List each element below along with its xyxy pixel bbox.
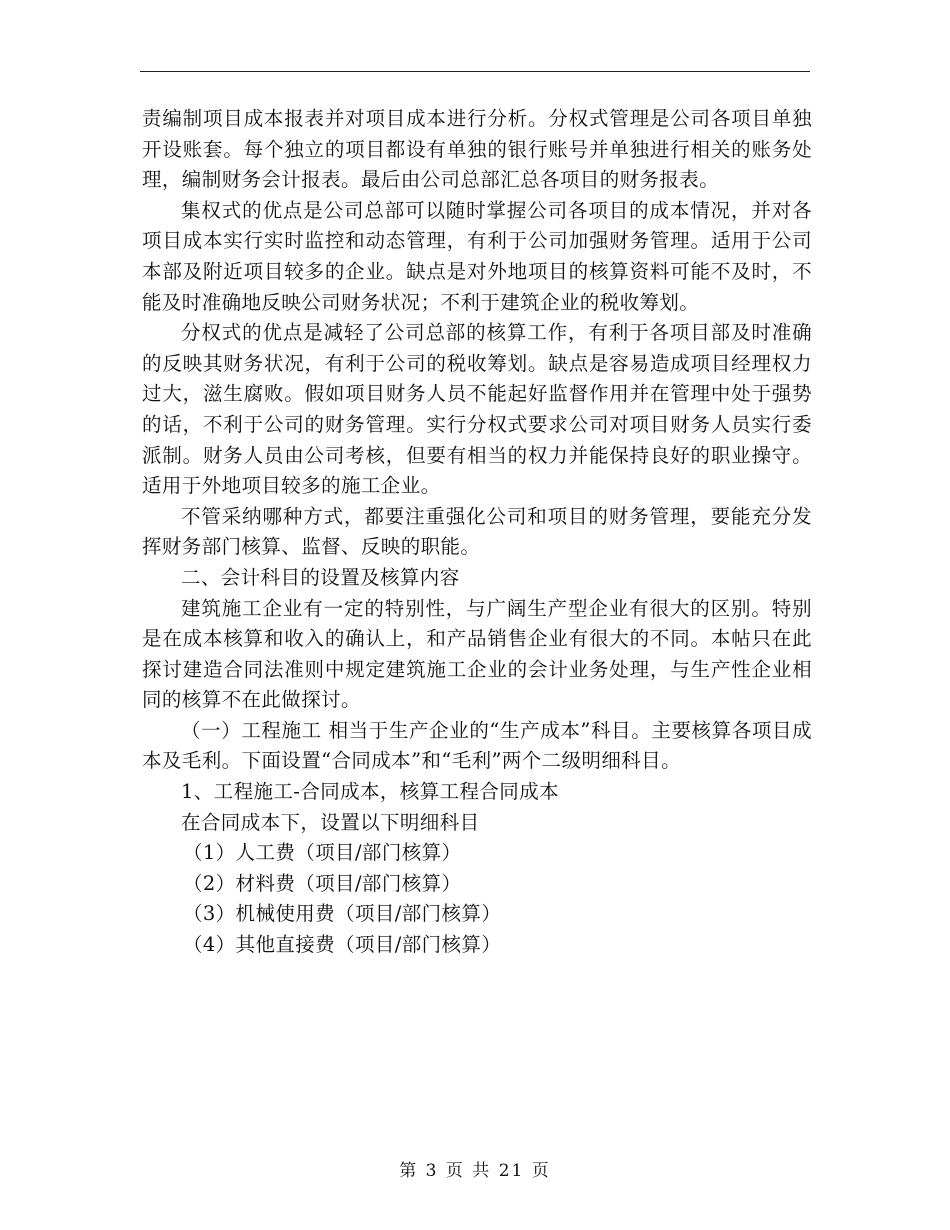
page-body: [142, 104, 812, 961]
paragraph: （一）工程施工 相当于生产企业的“生产成本”科目。主要核算各项目成本及毛利。下面设置“合同成本”和“毛利”两个二级明细科目。: [142, 718, 812, 773]
subheading: 1、工程施工-合同成本，核算工程合同成本: [181, 780, 559, 804]
paragraph: 建筑施工企业有一定的特别性，与广阔生产型企业有很大的区别。特别是在成本核算和收入的确认上，和产品销售企业有很大的不同。本帖只在此探讨建造合同法准则中规定建筑施工企业的会计业务处理，与生产性企业相同的核算不在此做探讨。: [142, 596, 812, 712]
paragraph: 分权式的优点是减轻了公司总部的核算工作，有利于各项目部及时准确的反映其财务状况，有利于公司的税收筹划。缺点是容易造成项目经理权力过大，滋生腐败。假如项目财务人员不能起好监督作用并在管理中处于强势的话，不利于公司的财务管理。实行分权式要求公司对项目财务人员实行委派制。财务人员由公司考核，但要有相当的权力并能保持良好的职业操守。适用于外地项目较多的施工企业。: [142, 321, 812, 498]
list-item: （2）材料费（项目/部门核算）: [182, 871, 462, 895]
list-item: （4）其他直接费（项目/部门核算）: [182, 933, 502, 957]
paragraph: 责编制项目成本报表并对项目成本进行分析。分权式管理是公司各项目单独开设账套。每个独立的项目都设有单独的银行账号并单独进行相关的账务处理，编制财务会计报表。最后由公司总部汇总各项目的财务报表。: [142, 107, 812, 192]
header-rule: [140, 71, 810, 72]
paragraph: 集权式的优点是公司总部可以随时掌握公司各项目的成本情况，并对各项目成本实行实时监控和动态管理，有利于公司加强财务管理。适用于公司本部及附近项目较多的企业。缺点是对外地项目的核算资料可能不及时，不能及时准确地反映公司财务状况；不利于建筑企业的税收筹划。: [142, 198, 812, 314]
paragraph: 在合同成本下，设置以下明细科目: [181, 810, 480, 834]
list-item: （3）机械使用费（项目/部门核算）: [182, 902, 502, 926]
section-heading: 二、会计科目的设置及核算内容: [181, 565, 460, 589]
paragraph: 不管采纳哪种方式，都要注重强化公司和项目的财务管理，要能充分发挥财务部门核算、监督、反映的职能。: [142, 504, 812, 559]
page-number: 第 3 页 共 21 页: [399, 1161, 551, 1181]
list-item: （1）人工费（项目/部门核算）: [182, 841, 462, 865]
